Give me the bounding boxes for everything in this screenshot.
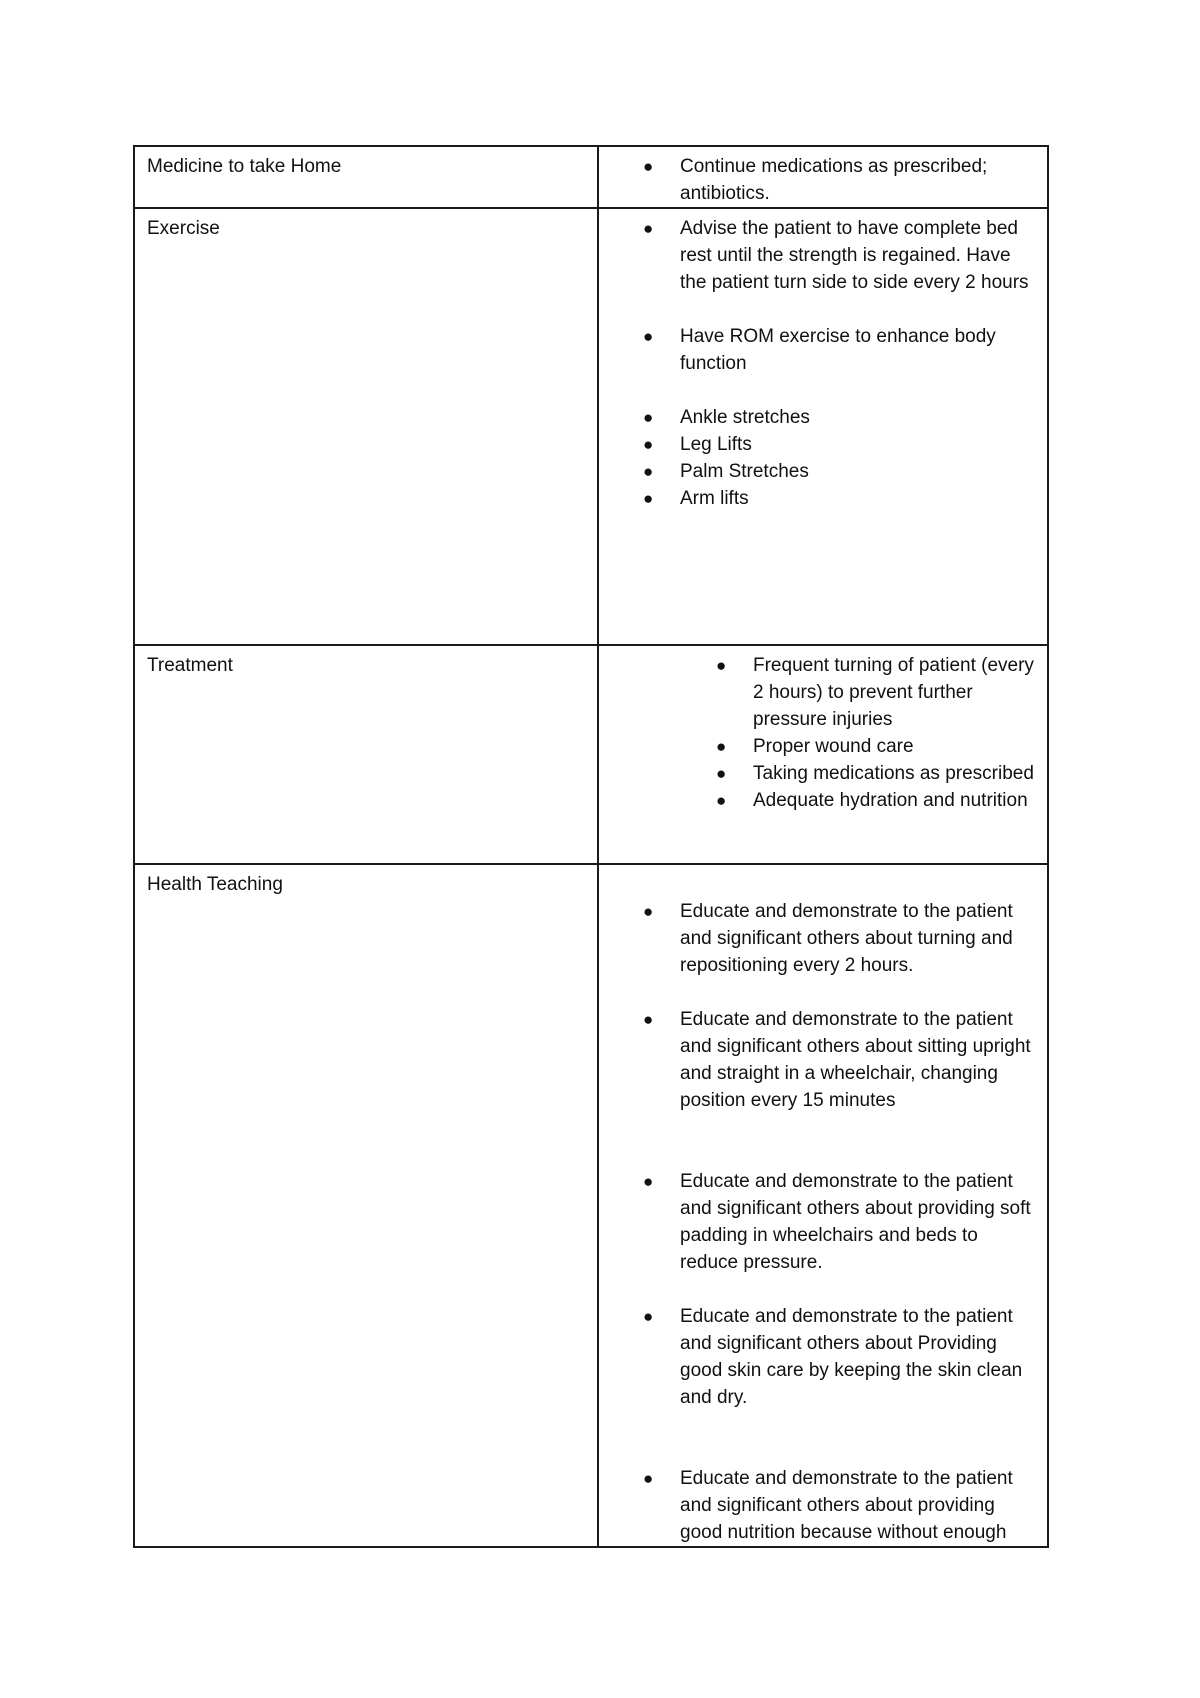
table-row-treatment [134, 645, 1048, 864]
bullet-icon: ● [643, 489, 654, 508]
bullet-icon: ● [716, 656, 727, 675]
list-item: ● Frequent turning of patient (every 2 hours) to prevent further pressure injuries [599, 652, 1035, 733]
bullet-icon: ● [643, 1469, 654, 1488]
row-content [598, 864, 1048, 1547]
list-item: ● Leg Lifts [599, 431, 1035, 458]
bullet-icon: ● [643, 157, 654, 176]
row-label: Treatment [134, 645, 598, 864]
bullet-list [599, 652, 1035, 814]
list-item: ● Proper wound care [599, 733, 1035, 760]
list-item: ● Educate and demonstrate to the patient and significant others about turning and repositioning every 2 hours. [599, 898, 1035, 979]
bullet-icon: ● [643, 1172, 654, 1191]
list-item: ● Advise the patient to have complete bed rest until the strength is regained. Have the patient turn side to side every 2 hours [599, 215, 1035, 296]
row-label: Exercise [134, 208, 598, 645]
list-item: ● Arm lifts [599, 485, 1035, 512]
row-label: Medicine to take Home [134, 146, 598, 208]
list-item: ● Ankle stretches [599, 404, 1035, 431]
bullet-icon: ● [716, 791, 727, 810]
row-content [598, 208, 1048, 645]
list-item: ● Continue medications as prescribed; antibiotics. [599, 153, 1035, 207]
list-item: ● Educate and demonstrate to the patient and significant others about sitting upright and straight in a wheelchair, changing position every 15 minutes [599, 1006, 1035, 1114]
bullet-icon: ● [643, 902, 654, 921]
bullet-icon: ● [643, 1010, 654, 1029]
bullet-icon: ● [643, 408, 654, 427]
list-item: ● Taking medications as prescribed [599, 760, 1035, 787]
bullet-list [599, 871, 1035, 1546]
bullet-icon: ● [643, 462, 654, 481]
bullet-icon: ● [716, 764, 727, 783]
row-label: Health Teaching [134, 864, 598, 1547]
bullet-list [599, 153, 1035, 207]
list-item: ● Have ROM exercise to enhance body function [599, 323, 1035, 377]
list-item: ● Palm Stretches [599, 458, 1035, 485]
bullet-icon: ● [643, 1307, 654, 1326]
list-item: ● Educate and demonstrate to the patient and significant others about Providing good skin care by keeping the skin clean and dry. [599, 1303, 1035, 1411]
bullet-list [599, 215, 1035, 512]
bullet-icon: ● [716, 737, 727, 756]
row-content [598, 645, 1048, 864]
table-row-health-teaching [134, 864, 1048, 1547]
discharge-plan-table [133, 145, 1049, 1548]
row-content [598, 146, 1048, 208]
bullet-icon: ● [643, 219, 654, 238]
table-row-medicine [134, 146, 1048, 208]
list-item: ● Educate and demonstrate to the patient and significant others about providing good nutrition because without enough [599, 1465, 1035, 1546]
list-item: ● Educate and demonstrate to the patient and significant others about providing soft padding in wheelchairs and beds to reduce pressure. [599, 1168, 1035, 1276]
bullet-icon: ● [643, 327, 654, 346]
list-item: ● Adequate hydration and nutrition [599, 787, 1035, 814]
table-row-exercise [134, 208, 1048, 645]
bullet-icon: ● [643, 435, 654, 454]
